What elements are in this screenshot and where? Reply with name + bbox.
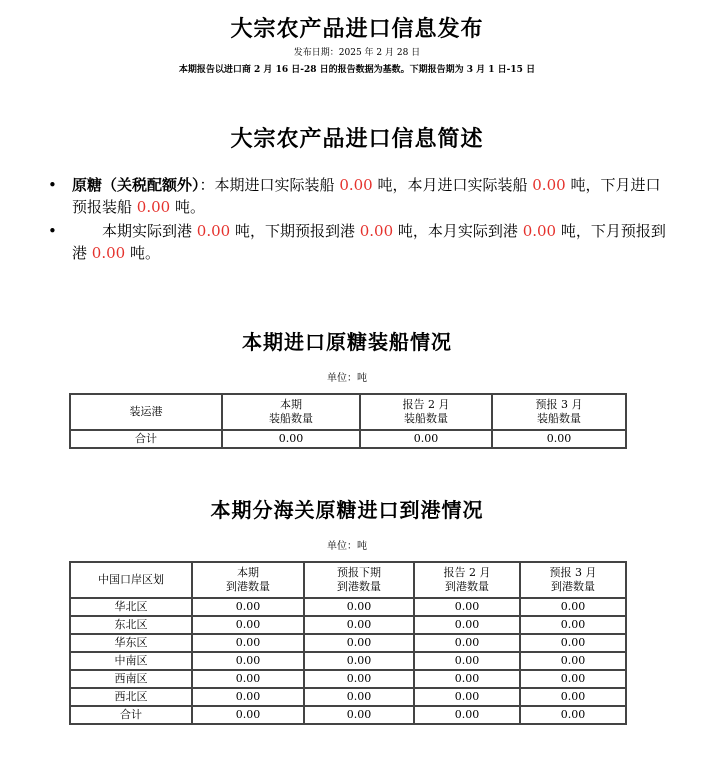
summary-title: 大宗农产品进口信息简述: [230, 127, 484, 152]
cell-value: 0.00: [520, 688, 626, 706]
header-region: 中国口岸区划: [70, 562, 192, 598]
cell-value: 0.00: [304, 670, 414, 688]
row-label: 合计: [70, 706, 192, 724]
cell-value: 0.00: [192, 598, 304, 616]
value: 0.00: [532, 176, 566, 194]
cell-value: 0.00: [520, 706, 626, 724]
cell-value: 0.00: [360, 430, 492, 448]
value: 0.00: [136, 198, 171, 216]
arrival-section-title: 本期分海关原糖进口到港情况: [210, 498, 484, 522]
bullet-icon: •: [48, 222, 57, 240]
publish-date: 发布日期：2025 年 2 月 28 日: [293, 48, 421, 58]
cell-value: 0.00: [304, 706, 414, 724]
cell-value: 0.00: [304, 652, 414, 670]
header-mar-shipment: 预报 3 月 装船数量: [492, 394, 626, 430]
text: 吨，下期预报到港: [230, 222, 360, 240]
cell-value: 0.00: [414, 670, 520, 688]
cell-value: 0.00: [520, 670, 626, 688]
text: 吨，本月实际到港: [393, 222, 523, 240]
cell-value: 0.00: [192, 688, 304, 706]
cell-value: 0.00: [414, 616, 520, 634]
cell-value: 0.00: [520, 616, 626, 634]
row-label: 合计: [70, 430, 222, 448]
cell-value: 0.00: [414, 598, 520, 616]
cell-value: 0.00: [414, 652, 520, 670]
header-mar-arrival: 预报 3 月 到港数量: [520, 562, 626, 598]
cell-value: 0.00: [414, 706, 520, 724]
cell-value: 0.00: [304, 688, 414, 706]
table-header-row: [70, 562, 626, 598]
row-label: 东北区: [70, 616, 192, 634]
shipment-section-title: 本期进口原糖装船情况: [242, 330, 452, 354]
text: 本期进口实际装船: [214, 176, 340, 194]
header-next-period-arrival: 预报下期 到港数量: [304, 562, 414, 598]
cell-value: 0.00: [414, 688, 520, 706]
cell-value: 0.00: [492, 430, 626, 448]
text: 吨，下月进口预报装船: [72, 176, 661, 216]
arrival-table: [69, 561, 627, 725]
value: 0.00: [339, 176, 373, 194]
text: 吨。: [170, 198, 205, 216]
text: 吨，下月预报到港: [72, 222, 666, 262]
text: 吨。: [125, 244, 160, 262]
cell-value: 0.00: [304, 634, 414, 652]
row-label: 西北区: [70, 688, 192, 706]
bullet-icon: •: [48, 176, 57, 194]
value: 0.00: [359, 222, 394, 240]
cell-value: 0.00: [192, 616, 304, 634]
document-title: 大宗农产品进口信息发布: [230, 17, 484, 42]
table-header-row: [70, 394, 626, 430]
table-row: [70, 430, 626, 448]
cell-value: 0.00: [520, 652, 626, 670]
table-row: [70, 688, 626, 706]
row-label: 中南区: [70, 652, 192, 670]
table-row: [70, 706, 626, 724]
arrival-unit: 单位：吨: [327, 541, 367, 552]
header-port: 装运港: [70, 394, 222, 430]
label-separator: ：: [199, 176, 215, 194]
cell-value: 0.00: [222, 430, 360, 448]
summary-item-shipment: [44, 174, 669, 218]
cell-value: 0.00: [414, 634, 520, 652]
cell-value: 0.00: [520, 598, 626, 616]
text: 本期实际到港: [102, 222, 197, 240]
summary-list: [44, 174, 669, 266]
shipment-table: [69, 393, 627, 449]
cell-value: 0.00: [520, 634, 626, 652]
text: 吨，本月进口实际装船: [372, 176, 533, 194]
value: 0.00: [91, 244, 126, 262]
table-row: [70, 652, 626, 670]
cell-value: 0.00: [192, 706, 304, 724]
table-row: [70, 598, 626, 616]
cell-value: 0.00: [304, 598, 414, 616]
report-period-notice: 本期报告以进口商 2 月 16 日-28 日的报告数据为基数。下期报告期为 3 月 1 日-15 日: [178, 65, 536, 75]
value: 0.00: [522, 222, 557, 240]
shipment-unit: 单位：吨: [327, 373, 367, 384]
header-current-arrival: 本期 到港数量: [192, 562, 304, 598]
table-row: [70, 616, 626, 634]
header-feb-shipment: 报告 2 月 装船数量: [360, 394, 492, 430]
header-current-shipment: 本期 装船数量: [222, 394, 360, 430]
cell-value: 0.00: [304, 616, 414, 634]
row-label: 华北区: [70, 598, 192, 616]
commodity-label: 原糖（关税配额外）: [72, 176, 200, 194]
row-label: 西南区: [70, 670, 192, 688]
row-label: 华东区: [70, 634, 192, 652]
cell-value: 0.00: [192, 652, 304, 670]
summary-item-arrival: [44, 220, 669, 264]
table-row: [70, 670, 626, 688]
value: 0.00: [196, 222, 231, 240]
cell-value: 0.00: [192, 634, 304, 652]
cell-value: 0.00: [192, 670, 304, 688]
header-feb-arrival: 报告 2 月 到港数量: [414, 562, 520, 598]
table-row: [70, 634, 626, 652]
